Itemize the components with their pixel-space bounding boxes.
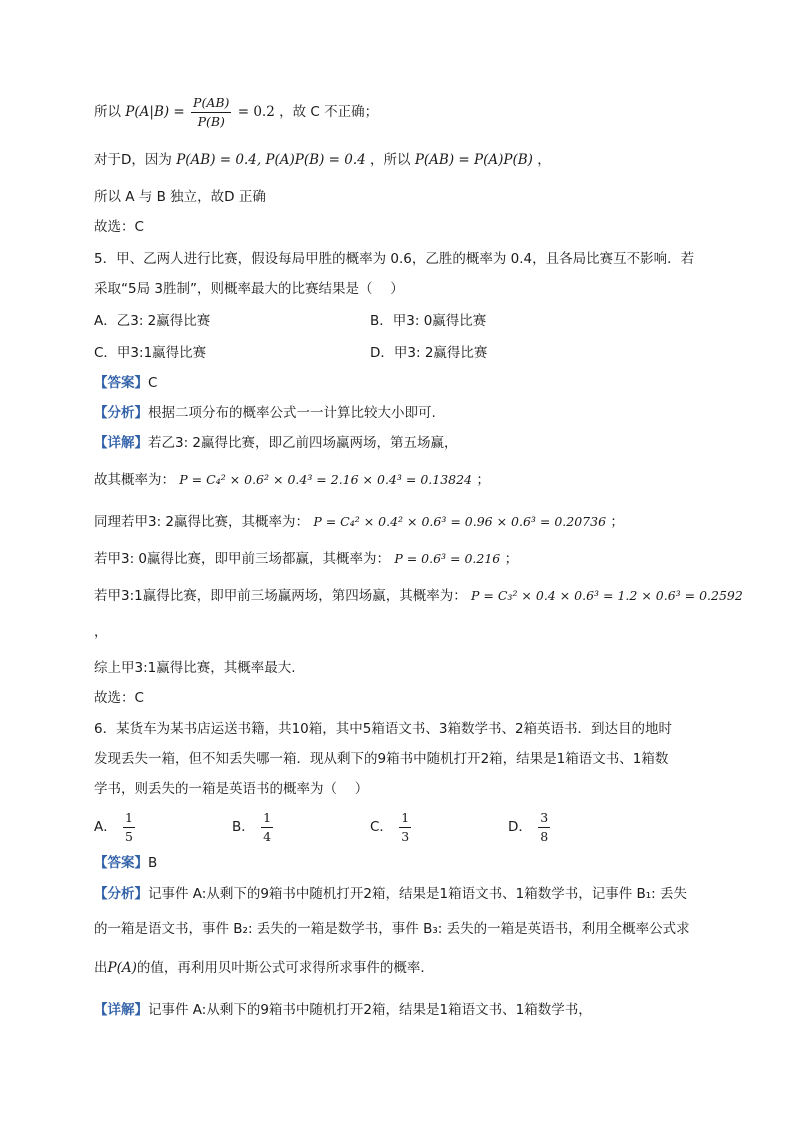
option-fraction (399, 810, 411, 845)
math-formula: P = 0.6³ = 0.216 (394, 551, 501, 566)
option-fraction (538, 810, 550, 845)
q6-option-c (370, 808, 413, 846)
option-label: D． (508, 819, 532, 835)
math-formula: P = C₄² × 0.4² × 0.6³ = 0.96 × 0.6³ = 0.20736 (313, 514, 607, 529)
detail-tag: 【详解】 (94, 435, 148, 451)
fraction-numerator: 1 (123, 810, 135, 828)
text: ，所以 (370, 152, 411, 168)
option-label: C． (370, 819, 393, 835)
math-lhs: P(A|B) = (125, 104, 185, 120)
text: 同理若甲3: 2赢得比赛，其概率为： (94, 514, 310, 530)
q5-detail-line5-cont: ， (94, 624, 108, 640)
q6-analysis-line2: 的一箱是语文书，事件 B₂: 丢失的一箱是数学书，事件 B₃: 丢失的一箱是英语书，利用全概率公式求 (94, 921, 690, 937)
q5-detail-line2 (94, 470, 490, 490)
q6-stem-line2: 发现丢失一箱，但不知丢失哪一箱．现从剩下的9箱书中随机打开2箱，结果是1箱语文书、1箱数 (94, 751, 669, 767)
fraction-denominator: 3 (401, 828, 410, 844)
q6-option-d (508, 808, 552, 846)
math-inline: P(A) (107, 960, 137, 976)
q5-option-b: B．甲3: 0赢得比赛 (370, 313, 487, 329)
q6-analysis-line1 (94, 884, 687, 904)
q6-option-a (94, 808, 137, 846)
q5-detail-line4 (94, 549, 518, 569)
text: ； (610, 514, 624, 530)
q6-detail-line1 (94, 1000, 592, 1020)
option-label: A． (94, 819, 117, 835)
math-formula: P = C₃² × 0.4 × 0.6³ = 1.2 × 0.6³ = 0.2592 (471, 588, 743, 603)
text: ； (476, 472, 490, 488)
fraction-denominator: 4 (263, 828, 272, 844)
q5-choice: 故选：C (94, 690, 144, 706)
math-inline: P(AB) = P(A)P(B) (414, 152, 533, 168)
text: 若甲3: 0赢得比赛，即甲前三场都赢，其概率为： (94, 551, 391, 567)
answer-tag: 【答案】 (94, 855, 148, 871)
text: 的值，再利用贝叶斯公式可求得所求事件的概率. (136, 960, 425, 976)
solution-line-conditional (94, 94, 378, 130)
detail-tag: 【详解】 (94, 1002, 148, 1018)
math-value: = 0.2 (237, 104, 275, 120)
analysis-text: 记事件 A:从剩下的9箱书中随机打开2箱，结果是1箱语文书、1箱数学书，记事件 B₁: 丢失 (148, 886, 687, 902)
q5-stem-line1: 5．甲、乙两人进行比赛，假设每局甲胜的概率为 0.6，乙胜的概率为 0.4，且各局比赛互不影响．若 (94, 251, 695, 267)
fraction-denominator: 8 (540, 828, 549, 844)
q5-detail-line1 (94, 433, 458, 453)
fraction-numerator: P(AB) (191, 95, 231, 113)
q5-stem-line2: 采取“5局 3胜制”，则概率最大的比赛结果是（ ） (94, 281, 404, 297)
text: ，故 C 不正确； (279, 104, 379, 120)
text: ； (504, 551, 519, 567)
text: 若甲3:1赢得比赛，即甲前三场赢两场，第四场赢，其概率为： (94, 588, 467, 604)
answer-value: B (148, 855, 158, 871)
analysis-text: 根据二项分布的概率公式一一计算比较大小即可. (148, 405, 436, 421)
solution-choice: 故选：C (94, 219, 144, 235)
option-label: B． (232, 819, 255, 835)
detail-text: 若乙3: 2赢得比赛，即乙前四场赢两场，第五场赢， (148, 435, 458, 451)
q6-option-b (232, 808, 275, 846)
q5-option-a: A．乙3: 2赢得比赛 (94, 313, 211, 329)
fraction (191, 95, 231, 130)
q5-detail-line6: 综上甲3:1赢得比赛，其概率最大. (94, 660, 296, 676)
q6-answer (94, 853, 157, 873)
text: 对于D，因为 (94, 152, 172, 168)
q6-stem-line1: 6．某货车为某书店运送书籍，共10箱，其中5箱语文书、3箱数学书、2箱英语书．到达目的地时 (94, 721, 673, 737)
option-fraction (261, 810, 273, 845)
option-fraction (123, 810, 135, 845)
fraction-denominator: P(B) (197, 113, 225, 129)
text: 故其概率为： (94, 472, 175, 488)
fraction-numerator: 1 (399, 810, 411, 828)
text: ， (537, 152, 551, 168)
q6-analysis-line3 (94, 958, 425, 978)
solution-line-independent: 所以 A 与 B 独立，故D 正确 (94, 189, 266, 205)
q5-option-c: C．甲3:1赢得比赛 (94, 345, 207, 361)
analysis-tag: 【分析】 (94, 405, 148, 421)
text: 出 (94, 960, 108, 976)
fraction-numerator: 1 (261, 810, 273, 828)
q5-detail-line3 (94, 512, 624, 532)
q5-option-d: D．甲3: 2赢得比赛 (370, 345, 488, 361)
q5-detail-line5 (94, 586, 743, 606)
detail-text: 记事件 A:从剩下的9箱书中随机打开2箱，结果是1箱语文书、1箱数学书， (148, 1002, 592, 1018)
text: 所以 (94, 104, 121, 120)
answer-value: C (148, 375, 158, 391)
analysis-tag: 【分析】 (94, 886, 148, 902)
math-formula: P = C₄² × 0.6² × 0.4³ = 2.16 × 0.4³ = 0.13824 (179, 472, 473, 487)
fraction-numerator: 3 (538, 810, 550, 828)
math-inline: P(AB) = 0.4, P(A)P(B) = 0.4 (176, 152, 366, 168)
q5-answer (94, 373, 157, 393)
fraction-denominator: 5 (125, 828, 133, 844)
q6-stem-line3: 学书，则丢失的一箱是英语书的概率为（ ） (94, 781, 369, 797)
solution-line-d (94, 150, 551, 170)
answer-tag: 【答案】 (94, 375, 148, 391)
q5-analysis (94, 403, 436, 423)
